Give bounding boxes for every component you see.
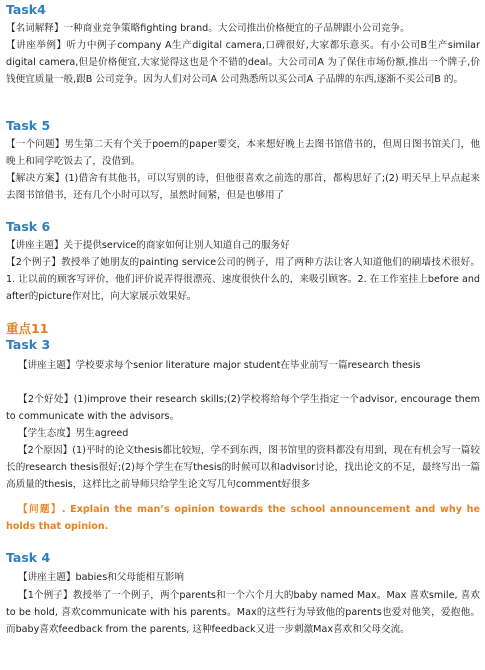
paragraph: 【1个例子】教授举了一个例子，两个parents和一个六个月大的baby named Max。Max 喜欢smile, 喜欢to be hold, 喜欢communicate with his parents。Max的这些行为导致他的parents也爱对他笑，爱抱他。而baby喜欢feedback from the parents, 这种feedback又进一步刺激Max喜欢和父母交流。 xyxy=(6,590,480,635)
question-text: 【问题】. Explain the man’s opinion towards the school announcement and why he holds that opinion. xyxy=(6,504,480,532)
section-heading: Task 4 xyxy=(6,550,51,565)
paragraph: 【讲座主题】关于提供service的商家如何让别人知道自己的服务好 xyxy=(6,240,290,251)
section-heading: Task 3 xyxy=(6,337,51,352)
paragraph: 【解决方案】(1)借舍有其他书，可以写别的诗，但他很喜欢之前选的那首，都构思好了;(2) 明天早上早点起来去图书馆借书，还有几个小时可以写，虽然时间紧，但是也够用了 xyxy=(6,173,480,201)
paragraph: 【一个问题】男生第二天有个关于poem的paper要交，本来想好晚上去图书馆借书的，但周日图书馆关门，他晚上和同学吃饭去了，没借到。 xyxy=(6,139,480,167)
section-heading: Task4 xyxy=(6,2,46,17)
paragraph: 【讲座主题】babies和父母能相互影响 xyxy=(18,572,184,583)
paragraph: 【2个好处】(1)improve their research skills;(2)学校将给每个学生指定一个advisor, encourage them to communicate with the advisors。 xyxy=(6,394,480,422)
paragraph: 【名词解释】一种商业竞争策略fighting brand。大公司推出价格便宜的子品牌跟小公司竞争。 xyxy=(6,23,410,34)
paragraph: 【讲座举例】听力中例子company A生产digital camera,口碑很好,大家都乐意买。有小公司B生产similar digital camera,但是价格便宜,大家觉得这也是个不错的deal。大公司司A 为了保住市场份额,推出一个牌子,价钱便宜质量一般,跟B 公司竞争。因为人们对公司A 公司熟悉所以买公司A 子品牌的东西,逐渐不买公司B 的。 xyxy=(6,40,480,85)
key-heading: 重点11 xyxy=(6,321,49,336)
section-heading: Task 6 xyxy=(6,219,51,234)
section-heading: Task 5 xyxy=(6,118,51,133)
paragraph: 【学生态度】男生agreed xyxy=(18,428,129,439)
paragraph: 【2个例子】教授举了她朋友的painting service公司的例子，用了两种方法让客人知道他们的刷墙技术很好。1. 让以前的顾客写评价，他们评价说弄得很漂亮、速度很快什么的，来吸引顾客。2. 在工作室挂上before and after的picture作对比，向大家展示效果好。 xyxy=(6,257,480,302)
paragraph: 【讲座主题】学校要求每个senior literature major student在毕业前写一篇research thesis xyxy=(18,360,421,371)
paragraph: 【2个原因】(1)平时的论文thesis都比较短，学不到东西，图书馆里的资料都没有用到，现在有机会写一篇较长的research thesis很好;(2)每个学生在写thesis的时候可以和advisor讨论，找出论文的不足，最终写出一篇高质量的thesis，这样比之前导师只给学生论文写几句comment好很多 xyxy=(6,445,480,490)
